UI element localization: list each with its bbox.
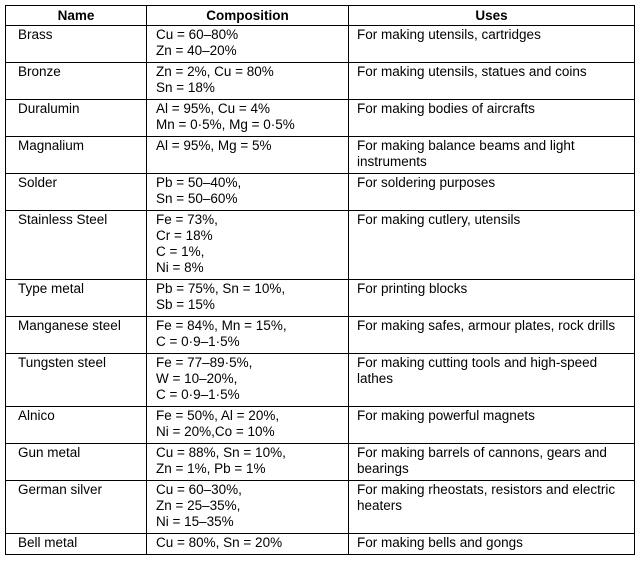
table-row <box>6 280 635 317</box>
uses-text: For making safes, armour plates, rock drills <box>357 318 616 333</box>
composition-line: Sn = 18% <box>156 80 215 95</box>
table-row <box>6 100 635 137</box>
table-row <box>6 211 635 280</box>
alloy-composition <box>147 481 349 534</box>
alloy-name: Duralumin <box>6 100 147 137</box>
alloy-uses <box>349 407 635 444</box>
alloy-composition <box>147 444 349 481</box>
uses-text: For making bodies of aircrafts <box>357 101 535 116</box>
alloy-composition <box>147 354 349 407</box>
composition-line: Sn = 50–60% <box>156 191 238 206</box>
table-row <box>6 317 635 354</box>
alloys-table <box>5 5 635 555</box>
alloy-uses <box>349 354 635 407</box>
alloy-uses <box>349 211 635 280</box>
alloy-uses <box>349 174 635 211</box>
uses-text: For soldering purposes <box>357 175 496 190</box>
composition-line: W = 10–20%, <box>156 371 238 386</box>
alloy-composition <box>147 26 349 63</box>
alloy-name: Stainless Steel <box>6 211 147 280</box>
alloy-name: Gun metal <box>6 444 147 481</box>
table-row <box>6 26 635 63</box>
alloy-name: Bronze <box>6 63 147 100</box>
table-row <box>6 481 635 534</box>
table-row <box>6 63 635 100</box>
table-row <box>6 354 635 407</box>
composition-line: Ni = 20%,Co = 10% <box>156 424 275 439</box>
uses-text: For making utensils, statues and coins <box>357 64 587 79</box>
uses-text: For making balance beams and light instruments <box>357 138 575 169</box>
alloy-composition <box>147 211 349 280</box>
composition-line: Cu = 88%, Sn = 10%, <box>156 445 286 460</box>
composition-line: Fe = 50%, Al = 20%, <box>156 408 280 423</box>
uses-text: For printing blocks <box>357 281 468 296</box>
composition-line: Pb = 50–40%, <box>156 175 242 190</box>
composition-line: Cu = 80%, Sn = 20% <box>156 535 283 550</box>
alloy-name: Magnalium <box>6 137 147 174</box>
header-row <box>6 6 635 26</box>
alloy-name: Brass <box>6 26 147 63</box>
composition-line: Ni = 15–35% <box>156 514 234 529</box>
composition-line: Fe = 84%, Mn = 15%, <box>156 318 287 333</box>
uses-text: For making barrels of cannons, gears and bearings <box>357 445 607 476</box>
table-row <box>6 174 635 211</box>
uses-text: For making cutting tools and high-speed lathes <box>357 355 598 386</box>
alloy-uses <box>349 444 635 481</box>
alloy-composition <box>147 280 349 317</box>
uses-text: For making powerful magnets <box>357 408 535 423</box>
composition-line: Zn = 2%, Cu = 80% <box>156 64 274 79</box>
uses-text: For making bells and gongs <box>357 535 523 550</box>
alloy-composition <box>147 407 349 444</box>
composition-line: Al = 95%, Cu = 4% <box>156 101 271 116</box>
composition-line: Fe = 77–89·5%, <box>156 355 253 370</box>
table-row <box>6 444 635 481</box>
alloy-uses <box>349 137 635 174</box>
uses-text: For making rheostats, resistors and electric heaters <box>357 482 616 513</box>
alloy-name: Solder <box>6 174 147 211</box>
alloy-name: Tungsten steel <box>6 354 147 407</box>
header-uses: Uses <box>349 6 635 26</box>
composition-line: C = 1%, <box>156 244 205 259</box>
table-row <box>6 137 635 174</box>
table-row <box>6 534 635 555</box>
alloy-composition <box>147 137 349 174</box>
alloy-composition <box>147 174 349 211</box>
alloy-uses <box>349 100 635 137</box>
composition-line: C = 0·9–1·5% <box>156 387 240 402</box>
composition-line: Fe = 73%, <box>156 212 218 227</box>
composition-line: Pb = 75%, Sn = 10%, <box>156 281 286 296</box>
header-composition: Composition <box>147 6 349 26</box>
alloy-composition <box>147 100 349 137</box>
composition-line: Mn = 0·5%, Mg = 0·5% <box>156 117 295 132</box>
composition-line: Cr = 18% <box>156 228 213 243</box>
alloy-name: Bell metal <box>6 534 147 555</box>
table-row <box>6 407 635 444</box>
composition-line: Zn = 40–20% <box>156 43 237 58</box>
alloy-uses <box>349 481 635 534</box>
table-header <box>6 6 635 26</box>
alloy-name: Alnico <box>6 407 147 444</box>
composition-line: Zn = 25–35%, <box>156 498 241 513</box>
composition-line: Al = 95%, Mg = 5% <box>156 138 272 153</box>
composition-line: C = 0·9–1·5% <box>156 334 240 349</box>
alloy-composition <box>147 63 349 100</box>
alloy-uses <box>349 63 635 100</box>
composition-line: Ni = 8% <box>156 260 204 275</box>
alloy-composition <box>147 317 349 354</box>
alloy-name: German silver <box>6 481 147 534</box>
composition-line: Cu = 60–80% <box>156 27 239 42</box>
composition-line: Sb = 15% <box>156 297 215 312</box>
alloy-name: Manganese steel <box>6 317 147 354</box>
alloy-uses <box>349 280 635 317</box>
uses-text: For making cutlery, utensils <box>357 212 521 227</box>
header-name: Name <box>6 6 147 26</box>
alloy-composition <box>147 534 349 555</box>
composition-line: Zn = 1%, Pb = 1% <box>156 461 266 476</box>
uses-text: For making utensils, cartridges <box>357 27 541 42</box>
composition-line: Cu = 60–30%, <box>156 482 242 497</box>
alloy-name: Type metal <box>6 280 147 317</box>
alloy-uses <box>349 26 635 63</box>
alloy-uses <box>349 317 635 354</box>
alloy-uses <box>349 534 635 555</box>
table-body <box>6 26 635 555</box>
